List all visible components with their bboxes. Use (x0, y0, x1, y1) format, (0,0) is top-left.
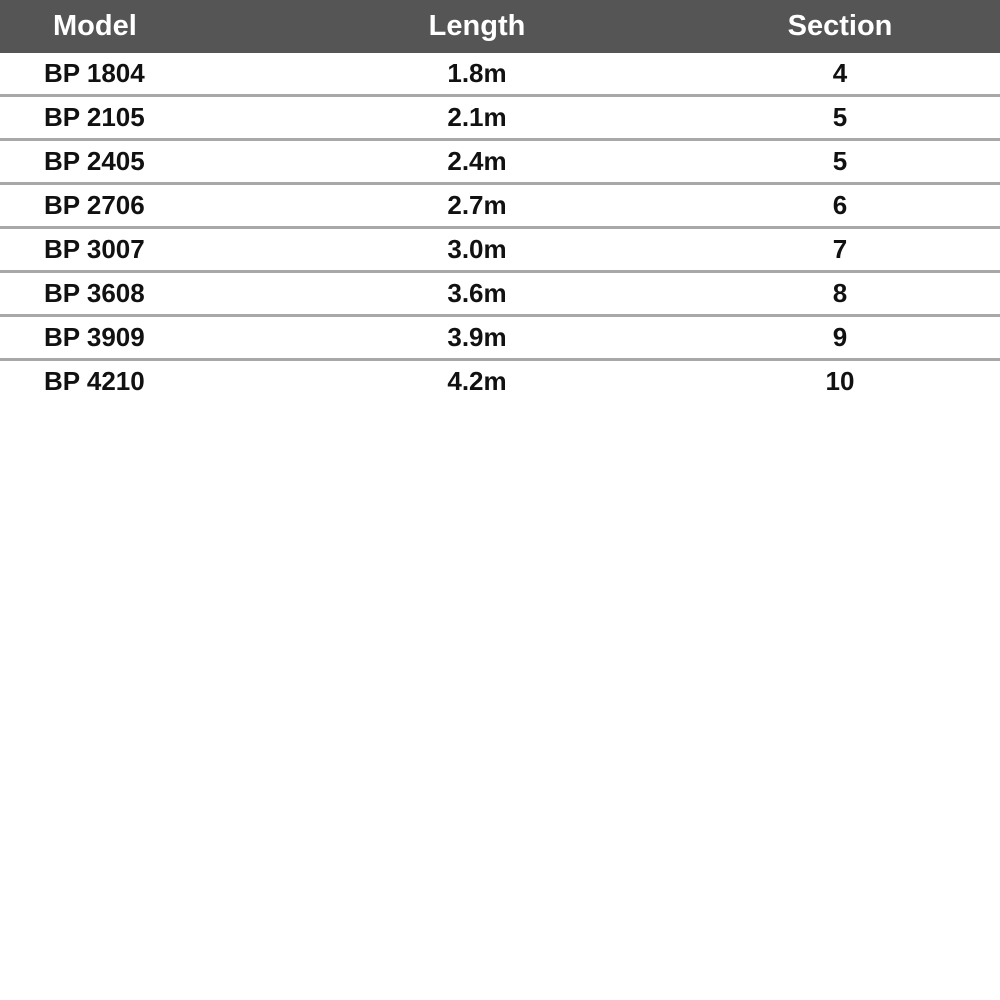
column-header-model: Model (53, 10, 137, 42)
section-cell: 5 (832, 102, 848, 132)
table-row (0, 361, 1000, 402)
table-row (0, 317, 1000, 361)
model-cell: BP 2706 (44, 190, 145, 220)
table-row (0, 185, 1000, 229)
length-cell: 1.8m (447, 58, 507, 88)
table-row (0, 141, 1000, 185)
length-cell: 3.0m (447, 234, 507, 264)
model-cell: BP 4210 (44, 366, 145, 396)
column-header-section: Section (787, 10, 893, 42)
length-cell: 3.6m (447, 278, 507, 308)
table-row (0, 97, 1000, 141)
section-cell: 4 (832, 58, 848, 88)
section-cell: 8 (832, 278, 848, 308)
table-row (0, 273, 1000, 317)
model-cell: BP 2105 (44, 102, 145, 132)
model-cell: BP 1804 (44, 58, 145, 88)
model-cell: BP 2405 (44, 146, 145, 176)
table-header (0, 0, 1000, 53)
length-cell: 2.7m (447, 190, 507, 220)
length-cell: 4.2m (447, 366, 507, 396)
model-cell: BP 3909 (44, 322, 145, 352)
spec-table (0, 0, 1000, 402)
length-cell: 3.9m (447, 322, 507, 352)
section-cell: 6 (832, 190, 848, 220)
column-header-length: Length (428, 10, 526, 42)
length-cell: 2.1m (447, 102, 507, 132)
section-cell: 7 (832, 234, 848, 264)
section-cell: 10 (825, 366, 855, 396)
model-cell: BP 3608 (44, 278, 145, 308)
table-row (0, 53, 1000, 97)
model-cell: BP 3007 (44, 234, 145, 264)
section-cell: 9 (832, 322, 848, 352)
table-row (0, 229, 1000, 273)
section-cell: 5 (832, 146, 848, 176)
length-cell: 2.4m (447, 146, 507, 176)
